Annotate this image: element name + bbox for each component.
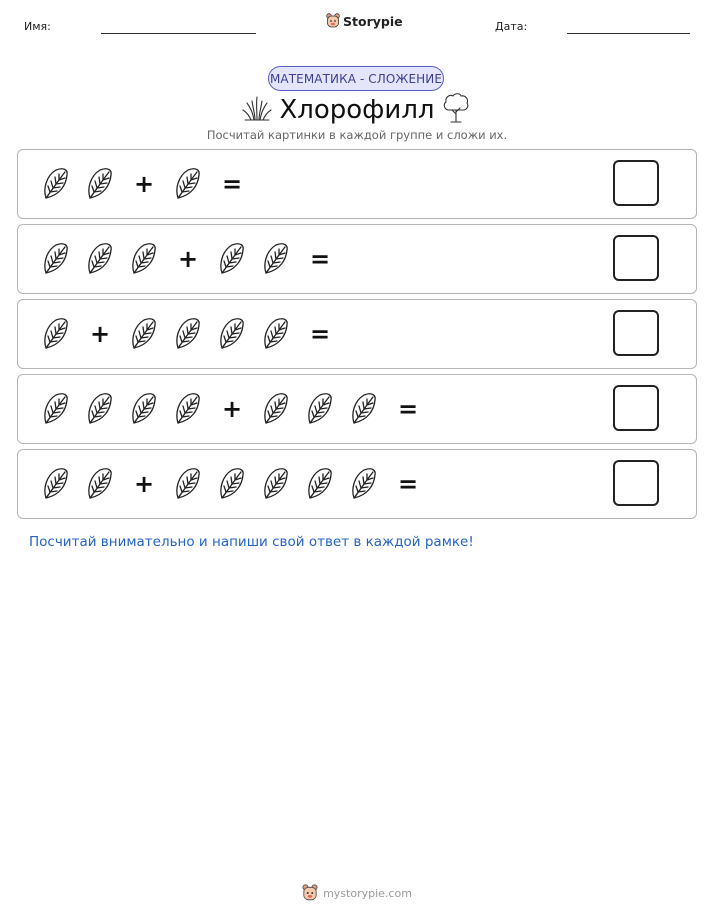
logo-text: Storypie (343, 13, 403, 29)
plus-sign: + (89, 320, 111, 348)
leaf-icon (218, 300, 246, 370)
answer-box[interactable] (613, 160, 659, 206)
problem-row (17, 449, 697, 519)
problem-row (17, 149, 697, 219)
answer-box[interactable] (613, 235, 659, 281)
footer (0, 884, 714, 902)
page-title: Хлорофилл (279, 95, 435, 125)
plus-sign: + (133, 170, 155, 198)
footer-url: mystorypie.com (323, 886, 412, 900)
leaf-icon (218, 450, 246, 520)
leaf-icon (262, 375, 290, 445)
leaf-icon (218, 225, 246, 295)
equals-sign: = (221, 170, 243, 198)
answer-box[interactable] (613, 310, 659, 356)
leaf-icon (86, 450, 114, 520)
leaf-icon (174, 150, 202, 220)
equals-sign: = (397, 395, 419, 423)
leaf-icon (42, 300, 70, 370)
problem-row (17, 374, 697, 444)
equals-sign: = (309, 320, 331, 348)
name-line (101, 33, 256, 34)
leaf-icon (306, 375, 334, 445)
leaf-icon (42, 450, 70, 520)
date-label: Дата: (495, 20, 528, 33)
leaf-icon (130, 225, 158, 295)
plus-sign: + (177, 245, 199, 273)
plus-sign: + (133, 470, 155, 498)
leaf-icon (42, 375, 70, 445)
leaf-icon (86, 225, 114, 295)
leaf-icon (350, 450, 378, 520)
leaf-icon (86, 375, 114, 445)
problem-row (17, 224, 697, 294)
leaf-icon (262, 300, 290, 370)
leaf-icon (174, 300, 202, 370)
leaf-icon (130, 300, 158, 370)
worksheet-header (0, 0, 714, 50)
name-label: Имя: (24, 20, 51, 33)
leaf-icon (86, 150, 114, 220)
answer-box[interactable] (613, 460, 659, 506)
leaf-icon (42, 225, 70, 295)
plus-sign: + (221, 395, 243, 423)
leaf-icon (262, 225, 290, 295)
equals-sign: = (397, 470, 419, 498)
storypie-logo (326, 13, 403, 29)
problem-row (17, 299, 697, 369)
leaf-icon (174, 375, 202, 445)
answer-box[interactable] (613, 385, 659, 431)
leaf-icon (42, 150, 70, 220)
leaf-icon (262, 450, 290, 520)
title-row (0, 92, 714, 128)
storypie-mascot-icon (326, 13, 340, 29)
tree-icon (442, 92, 470, 124)
leaf-icon (174, 450, 202, 520)
subject-badge: МАТЕМАТИКА - СЛОЖЕНИЕ (268, 66, 444, 91)
leaf-icon (306, 450, 334, 520)
instructions-subtitle: Посчитай картинки в каждой группе и сложи их. (206, 128, 508, 142)
leaf-icon (350, 375, 378, 445)
leaf-icon (130, 375, 158, 445)
date-line (567, 33, 690, 34)
storypie-mascot-icon (302, 884, 318, 902)
equals-sign: = (309, 245, 331, 273)
answer-instruction: Посчитай внимательно и напиши свой ответ в каждой рамке! (29, 534, 474, 550)
